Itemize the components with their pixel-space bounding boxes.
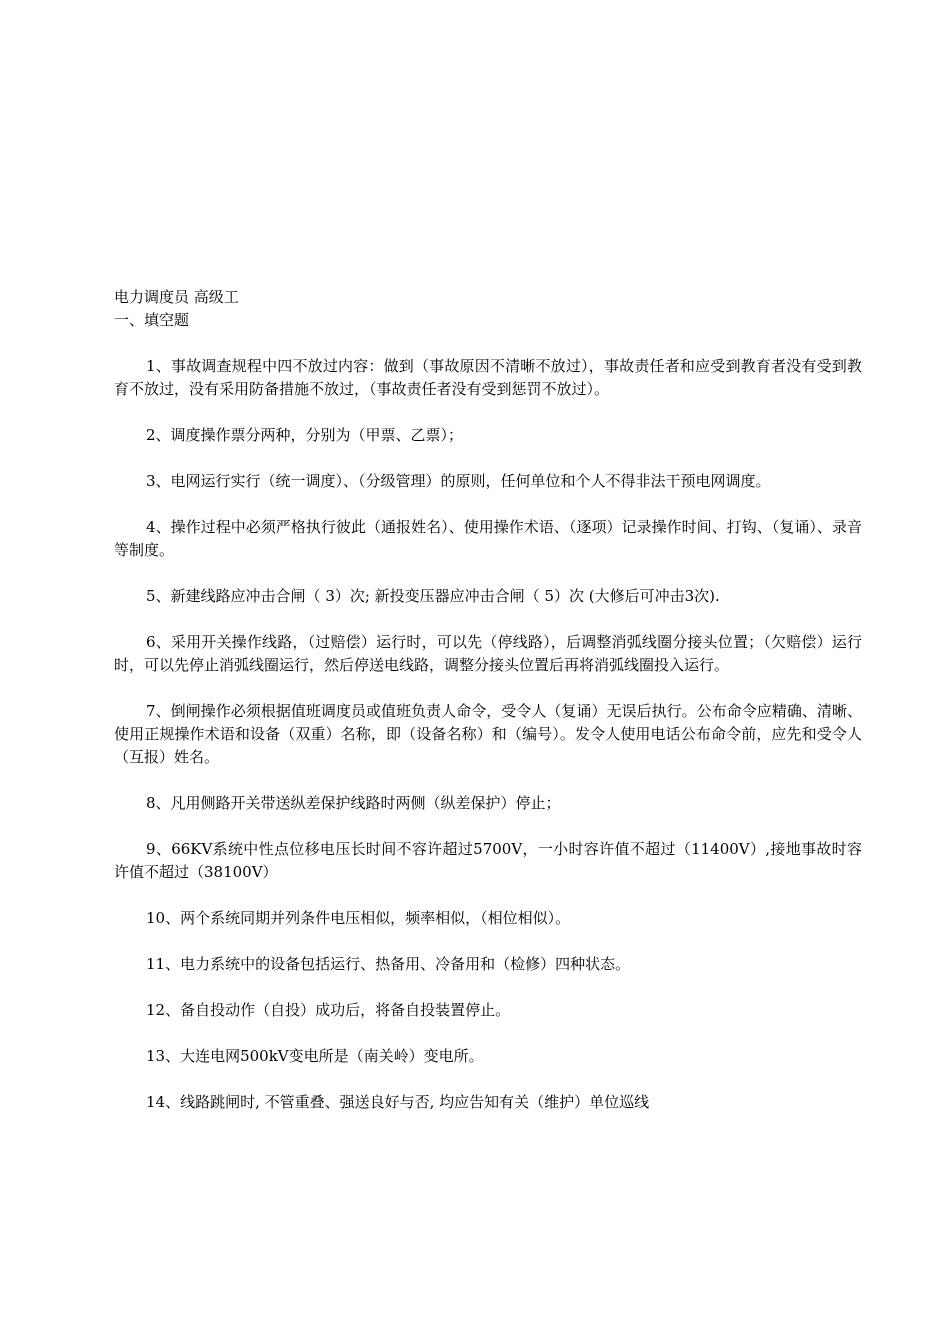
question-item-6: 6、采用开关操作线路，（过赔偿）运行时，可以先（停线路），后调整消弧线圈分接头位置；（欠赔偿）运行时，可以先停止消弧线圈运行，然后停送电线路，调整分接头位置后再将消弧线圈投入运行。 bbox=[114, 633, 862, 674]
section-title: 一、填空题 bbox=[114, 311, 190, 329]
question-item-3: 3、电网运行实行（统一调度）、（分级管理）的原则，任何单位和个人不得非法干预电网调度。 bbox=[146, 472, 771, 490]
question-item-5: 5、新建线路应冲击合闸（ 3）次; 新投变压器应冲击合闸（ 5）次 (大修后可冲击3次). bbox=[146, 587, 720, 605]
question-item-12: 12、备自投动作（自投）成功后，将备自投装置停止。 bbox=[146, 1001, 511, 1019]
question-item-8: 8、凡用侧路开关带送纵差保护线路时两侧（纵差保护）停止； bbox=[146, 794, 561, 812]
question-item-13: 13、大连电网500kV变电所是（南关岭）变电所。 bbox=[146, 1047, 484, 1065]
document-body bbox=[114, 286, 862, 1137]
question-item-4: 4、操作过程中必须严格执行彼此（通报姓名）、使用操作术语、（逐项）记录操作时间、打钩、（复诵）、录音等制度。 bbox=[114, 518, 862, 559]
question-item-7: 7、倒闸操作必须根据值班调度员或值班负责人命令，受令人（复诵）无误后执行。公布命令应精确、清晰、使用正规操作术语和设备（双重）名称，即（设备名称）和（编号）。发令人使用电话公布命令前，应先和受令人（互报）姓名。 bbox=[114, 702, 862, 766]
question-item-10: 10、两个系统同期并列条件电压相似，频率相似，（相位相似）。 bbox=[146, 909, 571, 927]
question-item-9: 9、66KV系统中性点位移电压长时间不容许超过5700V，一小时容许值不超过（11400V）,接地事故时容许值不超过（38100V） bbox=[114, 840, 862, 881]
document-title: 电力调度员 高级工 bbox=[114, 288, 239, 306]
spacer bbox=[114, 332, 862, 355]
question-item-11: 11、电力系统中的设备包括运行、热备用、冷备用和（检修）四种状态。 bbox=[146, 955, 631, 973]
question-item-2: 2、调度操作票分两种，分别为（甲票、乙票）； bbox=[146, 426, 464, 444]
question-item-1: 1、事故调查规程中四不放过内容：做到（事故原因不清晰不放过），事故责任者和应受到教育者没有受到教育不放过，没有采用防备措施不放过，（事故责任者没有受到惩罚不放过）。 bbox=[114, 357, 862, 398]
question-item-14: 14、线路跳闸时, 不管重叠、强送良好与否, 均应告知有关（维护）单位巡线 bbox=[146, 1093, 650, 1111]
